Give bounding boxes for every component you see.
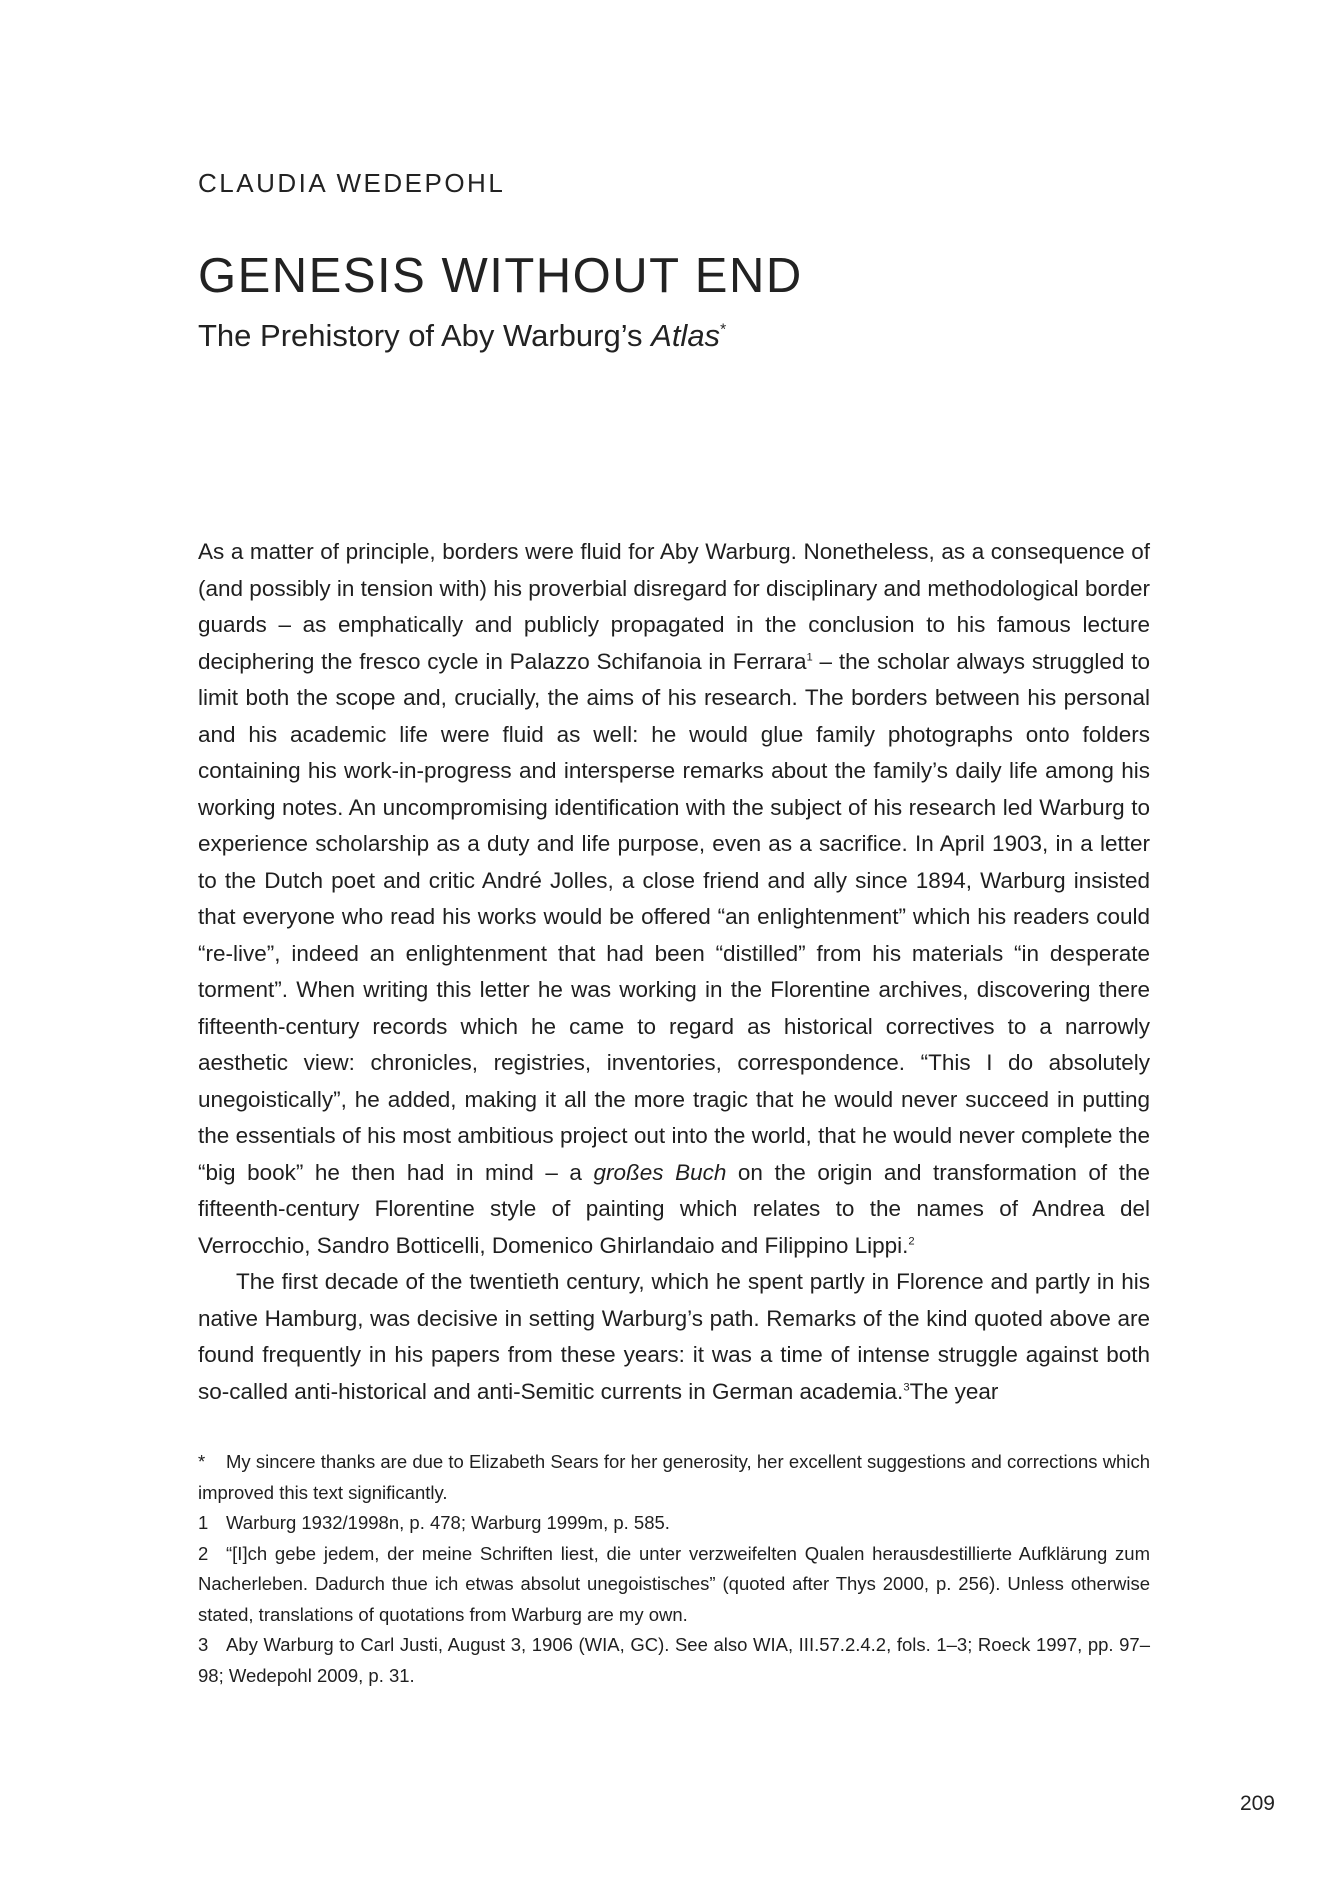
footnote-ref-1: 1 [806,651,813,663]
subtitle-footnote-mark: * [720,321,727,339]
footnote-text: “[I]ch gebe jedem, der meine Schriften liest, die unter verzweifelten Qualen herausdestillierte Aufklärung zum Nacherleben. Dadurch thue ich etwas absolut unegoistisches” (quoted after Thys 2000, p. 256). Unless otherwise stated, translations of quotations from Warburg are my own. [198,1542,1150,1625]
footnote-3 [198,1630,1150,1691]
paragraph-2-part-b: The year [909,1378,999,1404]
footnote-mark: 3 [198,1634,209,1655]
footnote-mark: * [198,1451,206,1472]
footnote-ref-3: 3 [903,1381,910,1393]
subtitle-italic-atlas: Atlas [651,318,721,353]
paragraph-2-part-a: The first decade of the twentieth century, which he spent partly in Florence and partly in his native Hamburg, was decisive in setting Warburg’s path. Remarks of the kind quoted above are found frequently in his papers from these years: it was a time of intense struggle against both so-called anti-historical and anti-Semitic currents in German academia. [198,1269,1150,1404]
paragraph-1-part-c: on the origin and transformation of the fifteenth-century Florentine style of painting which relates to the names of Andrea del Verrocchio, Sandro Botticelli, Domenico Ghirlandaio and Filippino Lippi. [198,1159,1150,1258]
footnote-text: Warburg 1932/1998n, p. 478; Warburg 1999m, p. 585. [226,1512,670,1533]
footnote-mark: 2 [198,1542,209,1564]
footnote-text: My sincere thanks are due to Elizabeth Sears for her generosity, her excellent suggestions and corrections which improved this text significantly. [198,1451,1150,1503]
paragraph-1-part-a: As a matter of principle, borders were fluid for Aby Warburg. Nonetheless, as a consequence of (and possibly in tension with) his proverbial disregard for disciplinary and methodological border guards – as emphatically and publicly propagated in the conclusion to his famous lecture deciphering the fresco cycle in Palazzo Schifanoia in Ferrara [198,539,1150,674]
paragraph-2 [198,1264,1150,1410]
paragraph-1-part-b: – the scholar always struggled to limit both the scope and, crucially, the aims of his research. The borders between his personal and his academic life were fluid as well: he would glue family photographs onto folders containing his work-in-progress and intersperse remarks about the family’s daily life among his working notes. An uncompromising identification with the subject of his research led Warburg to experience scholarship as a duty and life purpose, even as a sacrifice. In April 1903, in a letter to the Dutch poet and critic André Jolles, a close friend and ally since 1894, Warburg insisted that everyone who read his works would be offered “an enlightenment” which his readers could “re-live”, indeed an enlightenment that had been “distilled” from his materials “in desperate torment”. When writing this letter he was working in the Florentine archives, discovering there fifteenth-century records which he came to regard as historical correctives to a narrowly aesthetic view: chronicles, registries, inventories, correspondence. “This I do absolutely unegoistically”, he added, making it all the more tragic that he would never succeed in putting the essentials of his most ambitious project out into the world, that he would never complete the “big book” he then had in mind – a [198,648,1150,1185]
body-text [198,534,1150,1410]
paragraph-1 [198,534,1150,1264]
footnote-star [198,1447,1150,1508]
footnote-1 [198,1508,1150,1539]
footnotes [198,1447,1150,1691]
footnote-ref-2: 2 [908,1235,915,1247]
chapter-subtitle [198,318,726,354]
page-number: 209 [1239,1792,1275,1815]
author-name: CLAUDIA WEDEPOHL [198,168,506,198]
subtitle-text: The Prehistory of Aby Warburg’s [198,318,652,353]
footnote-mark: 1 [198,1512,209,1533]
chapter-title: GENESIS WITHOUT END [198,249,803,303]
footnote-text: Aby Warburg to Carl Justi, August 3, 1906 (WIA, GC). See also WIA, III.57.2.4.2, fols. 1–3; Roeck 1997, pp. 97–98; Wedepohl 2009, p. 31. [198,1634,1150,1686]
footnote-2 [198,1539,1150,1631]
paragraph-1-italic: großes Buch [593,1159,727,1185]
